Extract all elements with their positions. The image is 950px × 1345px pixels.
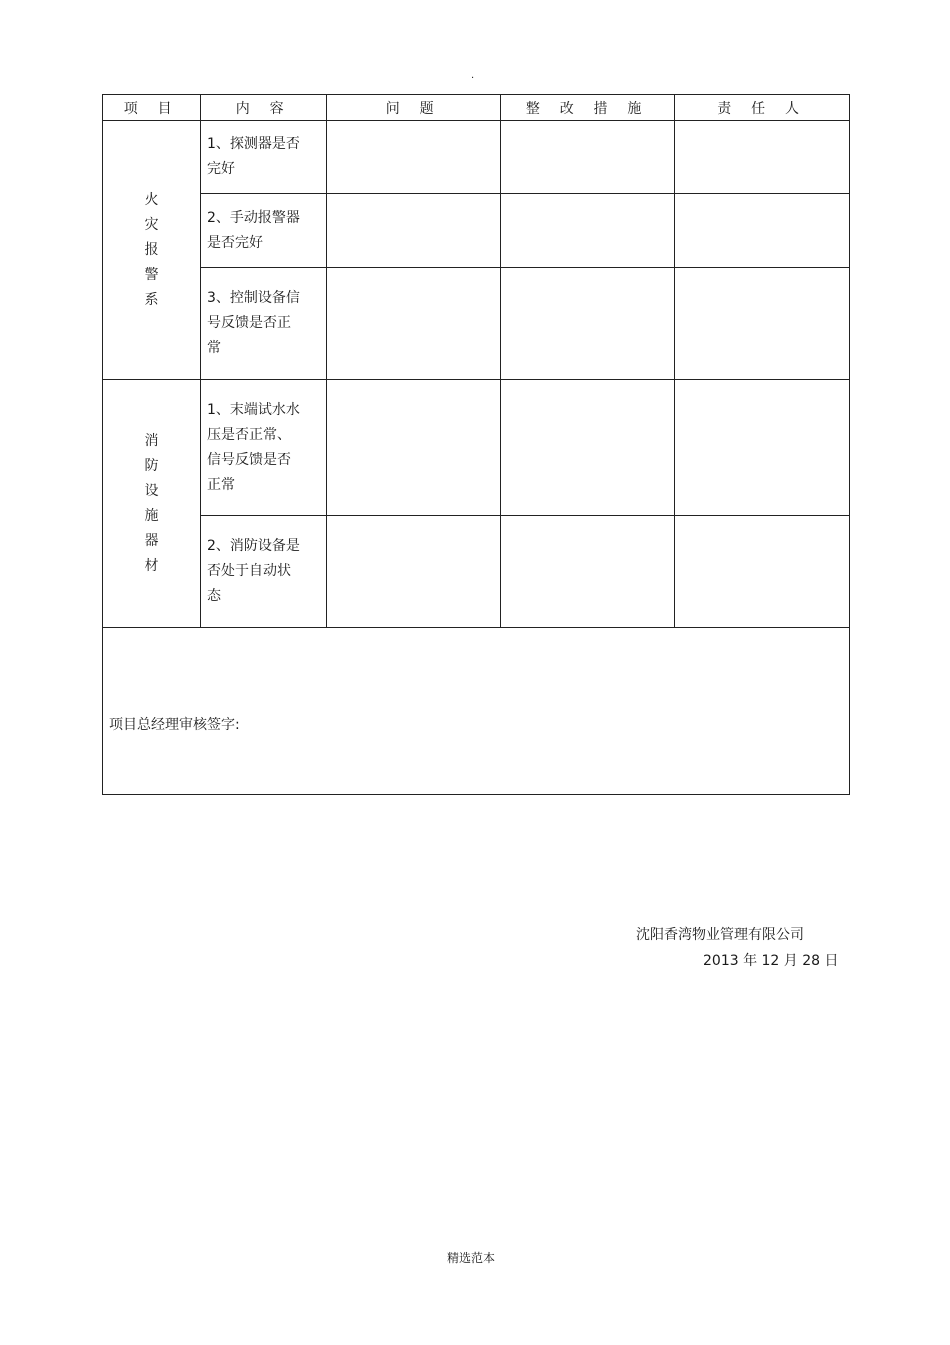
rectification-cell[interactable] (501, 121, 675, 194)
rectification-cell[interactable] (501, 516, 675, 628)
signature-label: 项目总经理审核签字: (109, 716, 240, 733)
content-line: 压是否正常、 (207, 426, 291, 443)
table-row (103, 121, 850, 194)
content-line: 是否完好 (207, 234, 263, 251)
content-line: 1、末端试水水 (207, 401, 300, 418)
category-char: 设 (144, 482, 159, 499)
responsible-cell[interactable] (675, 194, 850, 268)
rectification-cell[interactable] (501, 380, 675, 516)
content-line: 完好 (207, 161, 235, 177)
responsible-cell[interactable] (675, 268, 850, 380)
category-char: 器 (144, 532, 159, 549)
responsible-cell[interactable] (675, 121, 850, 194)
content-line: 3、控制设备信 (207, 290, 300, 306)
category-char: 系 (144, 291, 159, 308)
category-char: 施 (144, 507, 159, 524)
company-name: 沈阳香湾物业管理有限公司 (636, 927, 804, 943)
content-line: 态 (207, 588, 221, 604)
problem-cell[interactable] (327, 121, 501, 194)
header-project: 项 目 (103, 95, 201, 121)
table-row (103, 516, 850, 628)
signature-row (103, 628, 850, 795)
table-row (103, 194, 850, 268)
content-line: 否处于自动状 (207, 563, 291, 579)
category-char: 灾 (144, 216, 159, 233)
content-line: 号反馈是否正 (207, 315, 291, 331)
content-cell (201, 516, 327, 628)
content-line: 正常 (207, 476, 235, 493)
content-line: 常 (207, 340, 221, 356)
category-char: 防 (144, 457, 159, 474)
content-line: 1、探测器是否 (207, 136, 300, 152)
rectification-cell[interactable] (501, 194, 675, 268)
content-cell (201, 268, 327, 380)
header-content: 内 容 (201, 95, 327, 121)
content-line: 信号反馈是否 (207, 451, 291, 468)
inspection-table (102, 94, 850, 795)
header-problem: 问 题 (327, 95, 501, 121)
category-char: 警 (144, 266, 159, 283)
category-char: 材 (144, 557, 159, 574)
content-line: 2、手动报警器 (207, 209, 300, 226)
category-char: 报 (144, 241, 159, 258)
table-row (103, 380, 850, 516)
header-responsible: 责 任 人 (675, 95, 850, 121)
content-cell (201, 380, 327, 516)
category-fire-facilities (103, 380, 201, 628)
content-cell (201, 194, 327, 268)
header-row (103, 95, 850, 121)
table-row (103, 268, 850, 380)
footer-text: 精选范本 (447, 1251, 496, 1265)
problem-cell[interactable] (327, 194, 501, 268)
category-fire-alarm (103, 121, 201, 380)
category-char: 火 (144, 191, 159, 208)
content-cell (201, 121, 327, 194)
problem-cell[interactable] (327, 268, 501, 380)
signature-cell[interactable] (103, 628, 850, 795)
content-line: 2、消防设备是 (207, 538, 300, 554)
header-rectification: 整 改 措 施 (501, 95, 675, 121)
problem-cell[interactable] (327, 380, 501, 516)
responsible-cell[interactable] (675, 516, 850, 628)
responsible-cell[interactable] (675, 380, 850, 516)
category-char: 消 (144, 432, 159, 449)
date-text: 2013 年 12 月 28 日 (703, 953, 839, 969)
problem-cell[interactable] (327, 516, 501, 628)
page-mark: . (471, 70, 475, 81)
rectification-cell[interactable] (501, 268, 675, 380)
